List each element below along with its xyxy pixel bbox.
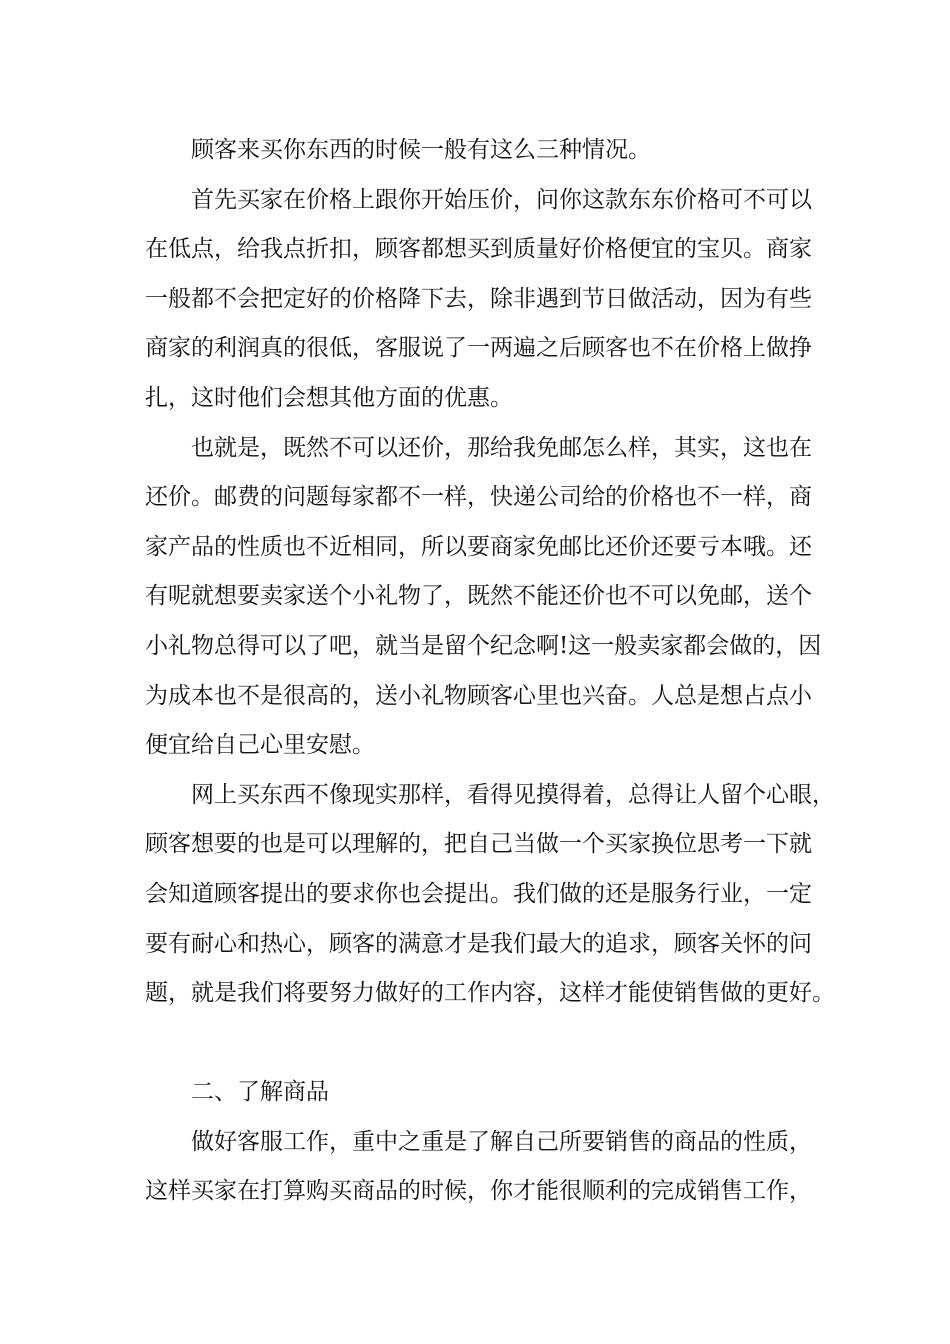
paragraph-line: 也就是，既然不可以还价，那给我免邮怎么样，其实，这也在	[191, 434, 812, 461]
paragraph-line: 便宜给自己心里安慰。	[145, 732, 375, 759]
paragraph-line: 要有耐心和热心，顾客的满意才是我们最大的追求，顾客关怀的问	[145, 930, 812, 957]
paragraph-line: 会知道顾客提出的要求你也会提出。我们做的还是服务行业，一定	[145, 880, 812, 907]
paragraph-line: 一般都不会把定好的价格降下去，除非遇到节日做活动，因为有些	[145, 285, 812, 312]
paragraph-line: 做好客服工作，重中之重是了解自己所要销售的商品的性质，	[191, 1128, 812, 1155]
paragraph-line: 这样买家在打算购买商品的时候，你才能很顺利的完成销售工作，	[145, 1178, 812, 1205]
document-body	[145, 126, 835, 1217]
paragraph-line: 家产品的性质也不近相同，所以要商家免邮比还价还要亏本哦。还	[145, 533, 812, 560]
paragraph-line: 网上买东西不像现实那样，看得见摸得着，总得让人留个心眼，	[191, 781, 835, 808]
paragraph-line: 首先买家在价格上跟你开始压价，问你这款东东价格可不可以	[191, 186, 812, 213]
section-heading: 二、了解商品	[191, 1079, 329, 1106]
paragraph-line: 顾客想要的也是可以理解的，把自己当做一个买家换位思考一下就	[145, 831, 812, 858]
blank-line	[145, 1019, 820, 1069]
paragraph-line: 顾客来买你东西的时候一般有这么三种情况。	[191, 137, 651, 163]
paragraph-line: 有呢就想要卖家送个小礼物了，既然不能还价也不可以免邮，送个	[145, 583, 812, 610]
paragraph-line: 小礼物总得可以了吧，就当是留个纪念啊!这一般卖家都会做的，因	[145, 632, 822, 659]
paragraph-line: 为成本也不是很高的，送小礼物顾客心里也兴奋。人总是想占点小	[145, 682, 812, 709]
paragraph-line: 商家的利润真的很低，客服说了一两遍之后顾客也不在价格上做挣	[145, 335, 812, 362]
paragraph-line: 还价。邮费的问题每家都不一样，快递公司给的价格也不一样，商	[145, 484, 812, 511]
paragraph-line: 题，就是我们将要努力做好的工作内容，这样才能使销售做的更好。	[145, 980, 835, 1007]
paragraph-line: 扎，这时他们会想其他方面的优惠。	[145, 384, 513, 411]
paragraph-line: 在低点，给我点折扣，顾客都想买到质量好价格便宜的宝贝。商家	[145, 236, 812, 263]
